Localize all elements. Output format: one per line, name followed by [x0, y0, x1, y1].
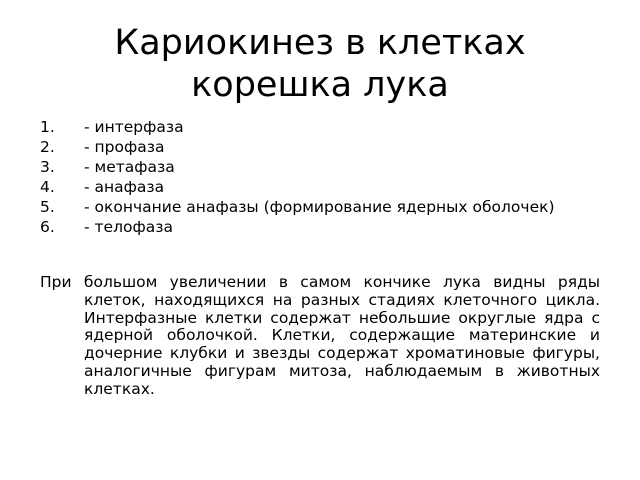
- list-item-text: - метафаза: [84, 158, 175, 176]
- list-item-text: - анафаза: [84, 178, 165, 196]
- list-item-text: - профаза: [84, 138, 165, 156]
- list-item: [40, 137, 600, 157]
- list-item-number: 2.: [40, 138, 55, 156]
- list-item: [40, 117, 600, 137]
- list-item-number: 6.: [40, 218, 55, 236]
- list-item-number: 3.: [40, 158, 55, 176]
- list-item: [40, 217, 600, 237]
- stage-list: [40, 117, 600, 237]
- slide-title-line-1: Кариокинез в клетках: [114, 23, 526, 63]
- list-item-text: - окончание анафазы (формирование ядерных оболочек): [84, 198, 555, 216]
- list-item: [40, 157, 600, 177]
- list-item-number: 4.: [40, 178, 55, 196]
- list-item: [40, 197, 600, 217]
- slide-title: [60, 22, 580, 106]
- slide-title-line-2: корешка лука: [191, 65, 449, 105]
- list-item-text: - интерфаза: [84, 118, 184, 136]
- list-item: [40, 177, 600, 197]
- description-paragraph: При большом увеличении в самом кончике лука видны ряды клеток, находящихся на разных стадиях клеточного цикла. Интерфазные клетки содержат небольшие округлые ядра с ядерной оболочкой. Клетки, содержащие материнские и дочерние клубки и звезды содержат хроматиновые фигуры, аналогичные фигурам митоза, наблюдаемым в животных клетках.: [40, 273, 600, 398]
- list-item-text: - телофаза: [84, 218, 173, 236]
- list-item-number: 1.: [40, 118, 55, 136]
- list-item-number: 5.: [40, 198, 55, 216]
